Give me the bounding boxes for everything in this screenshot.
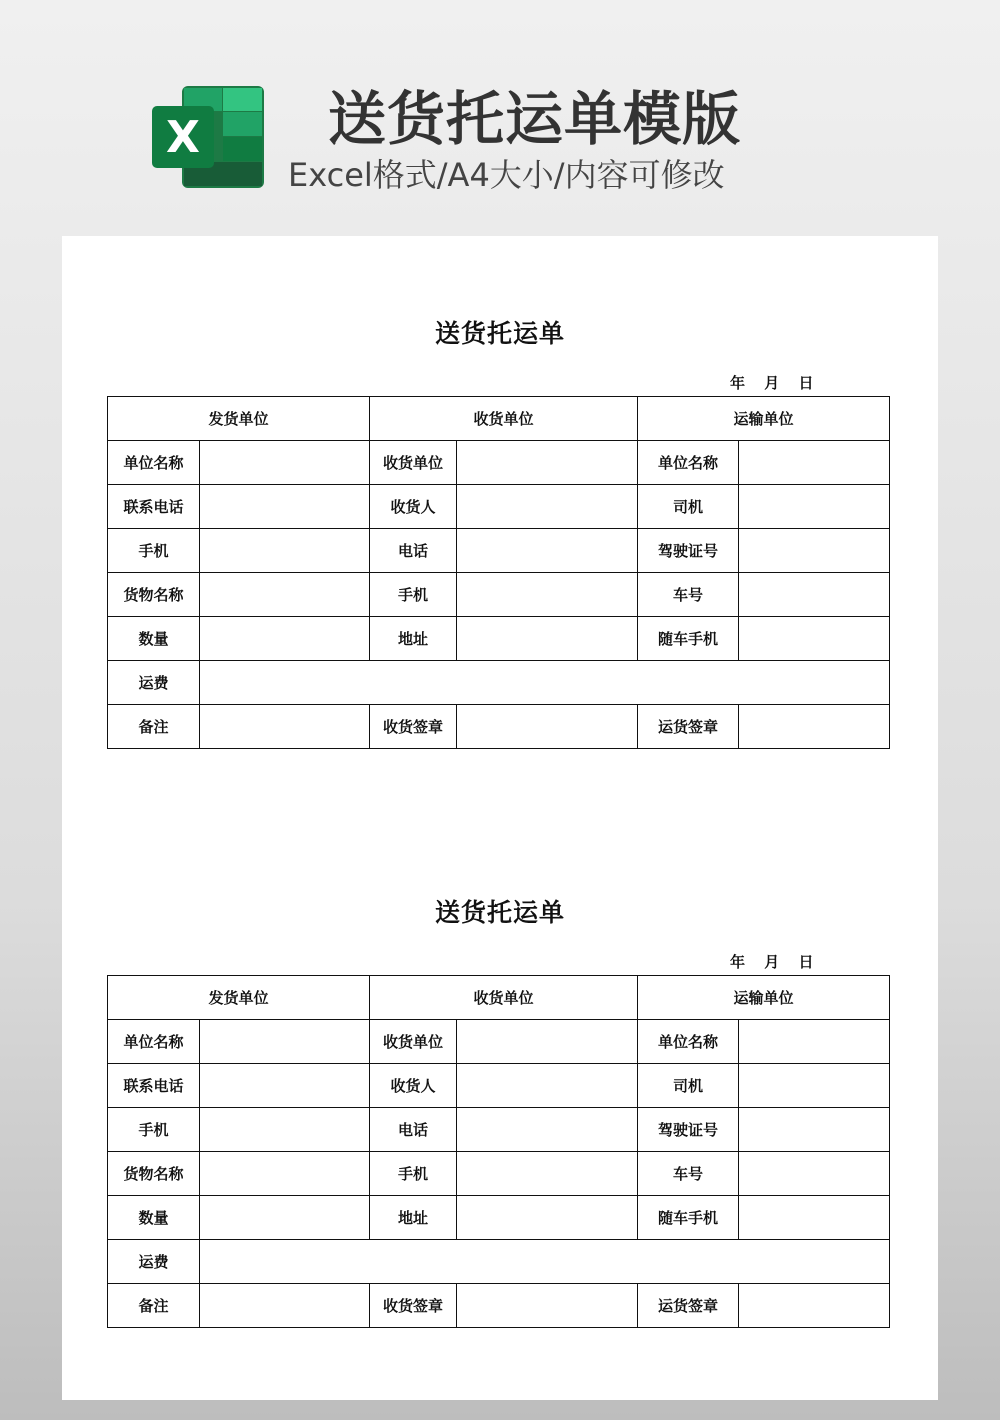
section-shipper: 发货单位 bbox=[108, 976, 370, 1020]
field-value[interactable] bbox=[739, 1108, 890, 1152]
field-value[interactable] bbox=[200, 705, 370, 749]
field-value[interactable] bbox=[200, 1284, 370, 1328]
table-row bbox=[108, 1152, 890, 1196]
table-row bbox=[108, 1020, 890, 1064]
field-label: 手机 bbox=[108, 529, 200, 573]
field-value[interactable] bbox=[739, 617, 890, 661]
field-value[interactable] bbox=[457, 1064, 638, 1108]
field-label: 司机 bbox=[638, 1064, 739, 1108]
field-value[interactable] bbox=[200, 1196, 370, 1240]
field-label: 手机 bbox=[370, 573, 457, 617]
section-carrier: 运输单位 bbox=[638, 976, 890, 1020]
field-value[interactable] bbox=[739, 1284, 890, 1328]
table-row bbox=[108, 1196, 890, 1240]
field-value[interactable] bbox=[200, 529, 370, 573]
field-value[interactable] bbox=[457, 705, 638, 749]
field-label: 收货人 bbox=[370, 485, 457, 529]
field-value[interactable] bbox=[457, 1284, 638, 1328]
field-value[interactable] bbox=[457, 617, 638, 661]
freight-row bbox=[108, 1240, 890, 1284]
field-value[interactable] bbox=[457, 1108, 638, 1152]
field-label: 随车手机 bbox=[638, 617, 739, 661]
table-row bbox=[108, 1108, 890, 1152]
freight-label: 运费 bbox=[108, 1240, 200, 1284]
field-label: 手机 bbox=[108, 1108, 200, 1152]
field-value[interactable] bbox=[739, 485, 890, 529]
field-value[interactable] bbox=[457, 573, 638, 617]
table-row bbox=[108, 617, 890, 661]
date-line: 年 月 日 bbox=[730, 374, 814, 392]
svg-text:X: X bbox=[166, 112, 200, 163]
header bbox=[0, 0, 1000, 235]
form-title: 送货托运单 bbox=[434, 319, 565, 348]
field-value[interactable] bbox=[739, 529, 890, 573]
page-subtitle: Excel格式/A4大小/内容可修改 bbox=[288, 156, 725, 194]
form-title: 送货托运单 bbox=[434, 898, 565, 927]
field-label: 收货签章 bbox=[370, 705, 457, 749]
section-header-row bbox=[108, 397, 890, 441]
section-consignee: 收货单位 bbox=[370, 976, 638, 1020]
field-label: 电话 bbox=[370, 1108, 457, 1152]
excel-icon bbox=[152, 86, 264, 188]
field-label: 单位名称 bbox=[638, 441, 739, 485]
waybill-table bbox=[107, 975, 890, 1328]
field-label: 备注 bbox=[108, 705, 200, 749]
table-row bbox=[108, 573, 890, 617]
freight-value[interactable] bbox=[200, 661, 890, 705]
section-header-row bbox=[108, 976, 890, 1020]
field-value[interactable] bbox=[200, 1020, 370, 1064]
field-label: 司机 bbox=[638, 485, 739, 529]
field-label: 电话 bbox=[370, 529, 457, 573]
field-value[interactable] bbox=[739, 1196, 890, 1240]
document-page bbox=[62, 236, 938, 1400]
section-shipper: 发货单位 bbox=[108, 397, 370, 441]
waybill-table bbox=[107, 396, 890, 749]
field-value[interactable] bbox=[739, 1152, 890, 1196]
field-value[interactable] bbox=[457, 441, 638, 485]
field-label: 备注 bbox=[108, 1284, 200, 1328]
field-value[interactable] bbox=[457, 485, 638, 529]
field-value[interactable] bbox=[457, 1020, 638, 1064]
field-value[interactable] bbox=[457, 1152, 638, 1196]
field-label: 联系电话 bbox=[108, 1064, 200, 1108]
field-value[interactable] bbox=[200, 1064, 370, 1108]
field-label: 收货签章 bbox=[370, 1284, 457, 1328]
section-consignee: 收货单位 bbox=[370, 397, 638, 441]
field-label: 数量 bbox=[108, 1196, 200, 1240]
field-value[interactable] bbox=[200, 1152, 370, 1196]
field-value[interactable] bbox=[457, 529, 638, 573]
field-label: 货物名称 bbox=[108, 573, 200, 617]
field-label: 驾驶证号 bbox=[638, 1108, 739, 1152]
field-label: 车号 bbox=[638, 1152, 739, 1196]
field-label: 单位名称 bbox=[638, 1020, 739, 1064]
remark-row bbox=[108, 705, 890, 749]
field-value[interactable] bbox=[200, 573, 370, 617]
field-label: 收货单位 bbox=[370, 1020, 457, 1064]
field-label: 单位名称 bbox=[108, 441, 200, 485]
field-label: 收货人 bbox=[370, 1064, 457, 1108]
field-label: 数量 bbox=[108, 617, 200, 661]
field-label: 运货签章 bbox=[638, 705, 739, 749]
field-value[interactable] bbox=[200, 617, 370, 661]
field-label: 单位名称 bbox=[108, 1020, 200, 1064]
field-label: 随车手机 bbox=[638, 1196, 739, 1240]
field-label: 运货签章 bbox=[638, 1284, 739, 1328]
remark-row bbox=[108, 1284, 890, 1328]
field-label: 联系电话 bbox=[108, 485, 200, 529]
field-label: 手机 bbox=[370, 1152, 457, 1196]
table-row bbox=[108, 485, 890, 529]
field-value[interactable] bbox=[739, 1020, 890, 1064]
table-row bbox=[108, 529, 890, 573]
field-value[interactable] bbox=[200, 485, 370, 529]
field-label: 地址 bbox=[370, 1196, 457, 1240]
field-label: 收货单位 bbox=[370, 441, 457, 485]
freight-value[interactable] bbox=[200, 1240, 890, 1284]
freight-row bbox=[108, 661, 890, 705]
page-title: 送货托运单模版 bbox=[328, 85, 742, 153]
field-value[interactable] bbox=[200, 441, 370, 485]
field-label: 驾驶证号 bbox=[638, 529, 739, 573]
field-value[interactable] bbox=[739, 441, 890, 485]
freight-label: 运费 bbox=[108, 661, 200, 705]
field-value[interactable] bbox=[739, 705, 890, 749]
field-value[interactable] bbox=[200, 1108, 370, 1152]
field-value[interactable] bbox=[457, 1196, 638, 1240]
table-row bbox=[108, 441, 890, 485]
field-label: 地址 bbox=[370, 617, 457, 661]
field-label: 货物名称 bbox=[108, 1152, 200, 1196]
date-line: 年 月 日 bbox=[730, 953, 814, 971]
field-value[interactable] bbox=[739, 573, 890, 617]
field-label: 车号 bbox=[638, 573, 739, 617]
table-row bbox=[108, 1064, 890, 1108]
field-value[interactable] bbox=[739, 1064, 890, 1108]
section-carrier: 运输单位 bbox=[638, 397, 890, 441]
